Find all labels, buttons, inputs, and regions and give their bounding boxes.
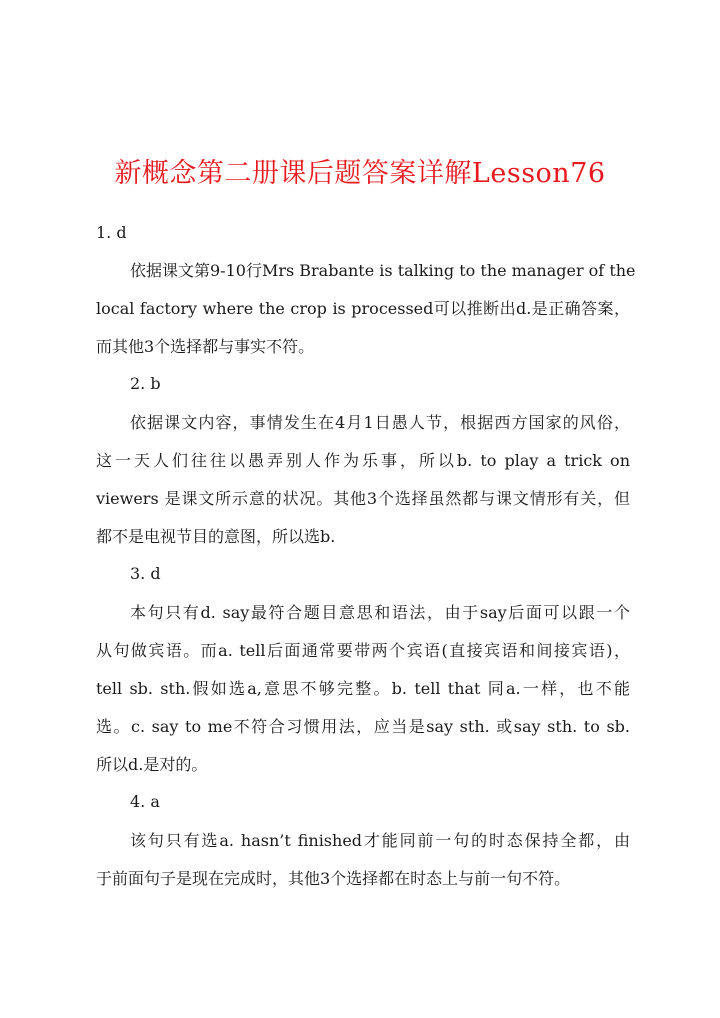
answer-1-line-2: local factory where the crop is processed可以推断出d.是正确答案， <box>96 299 630 318</box>
question-2-label: 2. b <box>130 374 161 393</box>
question-3-label: 3. d <box>130 564 161 583</box>
answer-2-line-2: 这一天人们往往以愚弄别人作为乐事，所以b. to play a trick on <box>96 451 630 470</box>
answer-3-line-2: 从句做宾语。而a. tell后面通常要带两个宾语(直接宾语和间接宾语)， <box>96 641 630 660</box>
answer-4-line-2: 于前面句子是现在完成时，其他3个选择都在时态上与前一句不符。 <box>96 869 571 888</box>
answer-1-line-3: 而其他3个选择都与事实不符。 <box>96 337 315 356</box>
answer-3-line-1: 本句只有d. say最符合题目意思和语法，由于say后面可以跟一个 <box>130 603 630 622</box>
answer-2-line-4: 都不是电视节目的意图，所以选b. <box>96 527 336 546</box>
question-1-label: 1. d <box>96 223 127 242</box>
answer-2-line-1: 依据课文内容，事情发生在4月1日愚人节，根据西方国家的风俗， <box>130 413 630 432</box>
answer-4-line-1: 该句只有选a. hasn’t finished才能同前一句的时态保持全都，由 <box>130 831 630 850</box>
question-4-label: 4. a <box>130 792 160 811</box>
answer-3-line-3: tell sb. sth.假如选a,意思不够完整。b. tell that 同a.一样，也不能 <box>96 679 630 698</box>
answer-3-line-4: 选。c. say to me不符合习惯用法，应当是say sth. 或say sth. to sb. <box>96 717 630 736</box>
document-title: 新概念第二册课后题答案详解Lesson76 <box>114 158 606 189</box>
answer-3-line-5: 所以d.是对的。 <box>96 755 208 774</box>
answer-2-line-3: viewers 是课文所示意的状况。其他3个选择虽然都与课文情形有关，但 <box>96 489 630 508</box>
answer-1-line-1: 依据课文第9-10行Mrs Brabante is talking to the manager of the <box>130 261 636 280</box>
